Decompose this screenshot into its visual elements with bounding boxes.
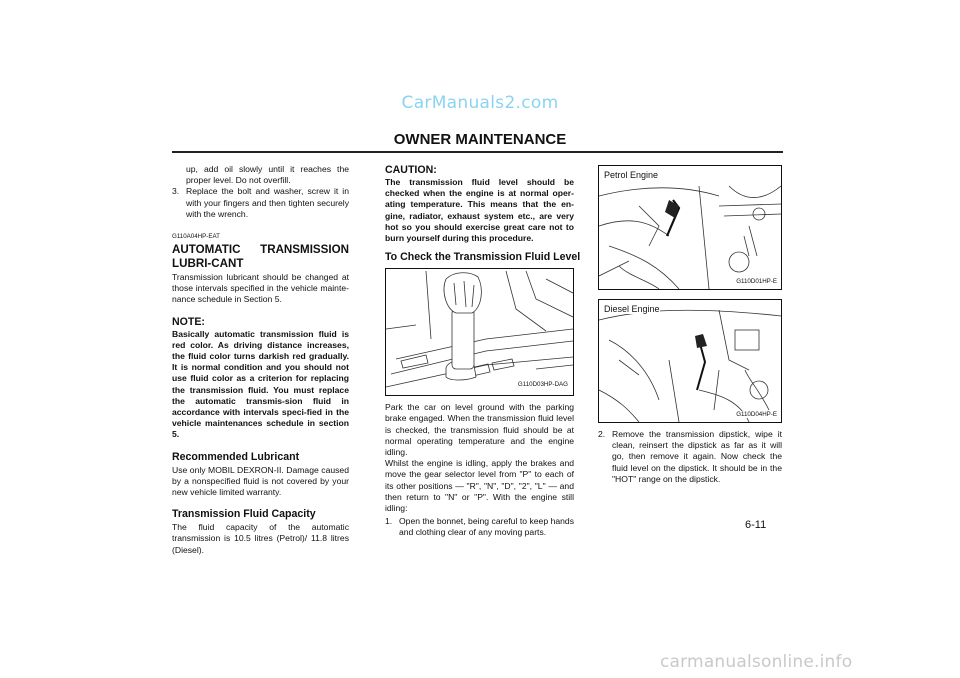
caution-text: The transmission fluid level should be checked when the engine is at normal oper-ating temperature. This means that the en-gine, radiator, exhaust system etc., are very hot so you should exercise great care not to burn yourself during this procedure. (385, 177, 574, 244)
petrol-engine-illustration (598, 165, 782, 290)
watermark-top: CarManuals2.com (401, 93, 559, 113)
petrol-engine-code: G110D01HP-E (736, 278, 777, 285)
diesel-engine-drawing (599, 300, 781, 422)
recommended-text: Use only MOBIL DEXRON-II. Damage caused by a nonspecified fluid is not covered by your new vehicle limited warranty. (172, 464, 349, 498)
column-right (598, 165, 782, 485)
gear-selector-illustration (385, 268, 574, 396)
column-middle (385, 164, 581, 539)
gear-selector-drawing (386, 269, 573, 395)
note-heading: NOTE: (172, 315, 205, 328)
petrol-engine-drawing (599, 166, 781, 289)
step-2: 2. Remove the transmission dipstick, wipe it clean, reinsert the dipstick as far as it will go, then remove it again. Now check the fluid level on the dipstick. It should be in the "HOT" range on the dipstick. (598, 429, 782, 484)
step-list-middle (385, 516, 574, 538)
paragraph-idle: Whilst the engine is idling, apply the brakes and move the gear selector level from "P" to each of its other positions — "R", "N", "D", "2", "L" — and then return to "N" or "P". With the engine still idling: (385, 458, 574, 514)
continued-text: up, add oil slowly until it reaches the proper level. Do not overfill. (186, 164, 349, 186)
page-number: 6-11 (745, 519, 767, 531)
watermark-bottom: carmanualsonline.info (660, 652, 853, 672)
paragraph-park: Park the car on level ground with the parking brake engaged. When the transmission fluid level is checked, the transmission fluid should be at normal operating temperature and the engine idling. (385, 402, 574, 458)
page-title: OWNER MAINTENANCE (393, 131, 567, 148)
note-text: Basically automatic transmission fluid is red color. As driving distance increases, the fluid color turns darkish red gradually. It is normal condition and you should not use fluid color as a criterion for replacing the transmission fluid. You must replace the automatic transmis-sion fluid in accordance with intervals speci-fied in the vehicle maintenances schedule in section 5. (172, 328, 349, 440)
step-list-left (172, 186, 349, 220)
step-list-right (598, 429, 782, 485)
check-heading: To Check the Transmission Fluid Level (385, 251, 581, 264)
illustration-code: G110D03HP-DAG (518, 379, 568, 390)
petrol-engine-label: Petrol Engine (604, 170, 659, 180)
capacity-heading: Transmission Fluid Capacity (172, 508, 316, 521)
intro-paragraph: Transmission lubricant should be changed at those intervals specified in the vehicle mainte-nance schedule in Section 5. (172, 272, 349, 305)
column-left (172, 164, 349, 556)
diesel-engine-label: Diesel Engine (604, 304, 660, 314)
recommended-heading: Recommended Lubricant (172, 450, 300, 463)
caution-heading: CAUTION: (385, 164, 437, 176)
section-heading: AUTOMATIC TRANSMISSION LUBRI-CANT (172, 243, 349, 271)
header-rule (172, 151, 783, 153)
section-code: G110A04HP-EAT (172, 233, 220, 241)
diesel-engine-illustration (598, 299, 782, 423)
diesel-engine-code: G110D04HP-E (736, 411, 777, 418)
step-1: 1. Open the bonnet, being careful to keep hands and clothing clear of any moving parts. (385, 516, 574, 538)
capacity-text: The fluid capacity of the automatic transmission is 10.5 litres (Petrol)/ 11.8 litres (Diesel). (172, 522, 349, 555)
step-3: 3. Replace the bolt and washer, screw it in with your fingers and then tighten securely with the wrench. (172, 186, 349, 219)
